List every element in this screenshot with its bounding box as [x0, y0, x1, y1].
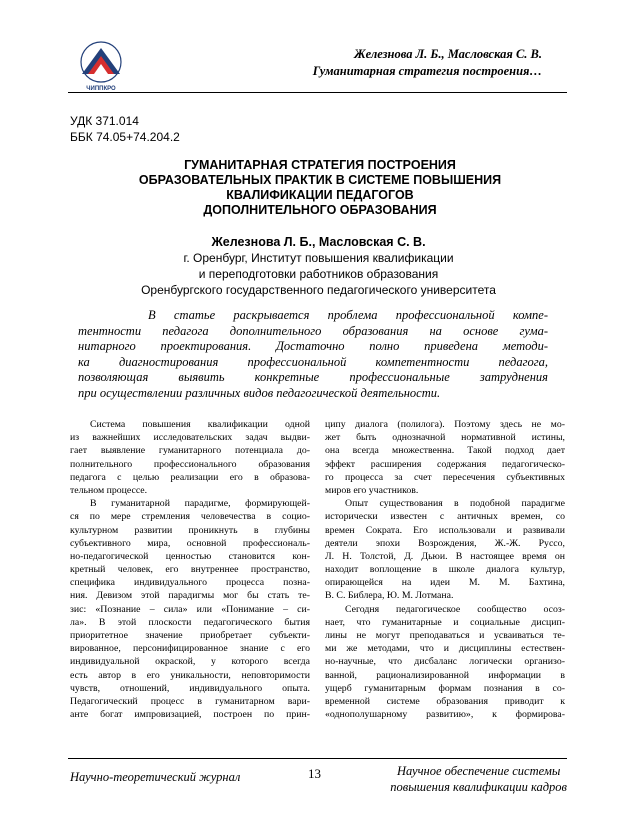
footer-journal: Научно-теоретический журнал [70, 770, 241, 784]
title-line: ДОПОЛНИТЕЛЬНОГО ОБРАЗОВАНИЯ [203, 203, 437, 217]
title-line: КВАЛИФИКАЦИИ ПЕДАГОГОВ [226, 188, 414, 202]
body-line: нает, что гуманитарные и социальные дисцип- [325, 616, 565, 628]
body-line: Опыт существования в подобной парадигме [345, 498, 565, 510]
body-line: миров его участников. [325, 484, 419, 496]
article-title [100, 158, 540, 218]
body-line: жет быть однозначной нормативной истины, [325, 432, 565, 444]
bbk-code: ББК 74.05+74.204.2 [70, 130, 180, 144]
body-line: деятели эпохи Возрождения, Ж.-Ж. Руссо, [325, 537, 565, 549]
title-line: ГУМАНИТАРНАЯ СТРАТЕГИЯ ПОСТРОЕНИЯ [184, 158, 456, 172]
left-column [70, 418, 310, 721]
affiliation-line: Оренбургского государственного педагогического университета [141, 283, 496, 297]
running-head [313, 46, 542, 80]
author-names: Железнова Л. Б., Масловская С. В. [211, 235, 426, 249]
body-line: Педагогический процесс в гуманитарном вари- [70, 695, 310, 707]
body-line: культурном развитии проникнуть в глубины [70, 524, 310, 536]
body-line: из важнейших исследовательских задач выдви- [70, 432, 310, 444]
body-line: вированное, персонифицированное знание с его [70, 643, 310, 655]
body-line: ми же методами, что и дисциплины естествен- [325, 643, 565, 655]
body-line: педагога с целью реализации его в образова- [70, 471, 310, 483]
page-number: 13 [308, 766, 321, 781]
classification-codes [70, 113, 180, 145]
right-column [325, 418, 565, 721]
body-line: ния. Девизом этой парадигмы мог бы стать те- [70, 590, 310, 602]
body-line: ущерб гуманитарным формам познания в со- [325, 682, 565, 694]
body-line: гает выявление гуманитарного потенциала до- [70, 445, 310, 457]
body-line: кретный человек, его внутреннее пространство, [70, 564, 310, 576]
body-line: опирающейся на идеи М. М. Бахтина, [325, 577, 565, 589]
footer-right-line: повышения квалификации кадров [390, 780, 567, 794]
abstract-line: ка диагностирования профессиональной компетентности педагога, [78, 354, 548, 369]
body-line: Система повышения квалификации одной [90, 419, 310, 430]
abstract-line: позволяющая выявить конкретные профессиональные затруднения [78, 370, 548, 384]
body-line: но-педагогической ценностью становится кон- [70, 550, 310, 562]
body-line: анте богат импровизацией, построен по прин- [70, 709, 310, 721]
body-line: индивидуальной окраской, у которого всегда [70, 656, 310, 668]
header-rule [68, 92, 567, 93]
body-line: временной системе образования приводит к [325, 695, 565, 707]
body-line: лины не могут преподаваться и усваиваться те- [325, 630, 565, 641]
running-head-authors: Железнова Л. Б., Масловская С. В. [354, 47, 542, 61]
abstract [78, 308, 548, 401]
affiliation-line: и переподготовки работников образования [198, 267, 439, 281]
body-line: ся по мере стремления человечества в социо- [70, 511, 310, 523]
body-line: приоритетное значение приобретает субъекти- [70, 630, 310, 641]
body-line: находит воплощение в школе диалога культур, [325, 564, 565, 576]
abstract-line: В статье раскрывается проблема профессиональной компе- [148, 308, 548, 322]
udk-code: УДК 371.014 [70, 114, 139, 128]
body-line: исторически известен с античных времен, со [325, 511, 565, 523]
abstract-line: тентности педагога дополнительного образования на основе гума- [78, 323, 548, 338]
footer-rule [68, 758, 567, 759]
authors-affiliation [70, 234, 567, 298]
body-line: эффект расширения содержания педагогическо- [325, 458, 565, 470]
body-line: Л. Н. Толстой, Д. Дьюи. В настоящее время он [325, 550, 565, 562]
body-line: Сегодня педагогическое сообщество осоз- [345, 603, 565, 615]
body-line: субъективного мира, основной профессиональ- [70, 537, 310, 549]
body-line: ванной, рационализированной информации в [325, 669, 565, 681]
body-line: она всегда множественна. Такой подход дает [325, 445, 565, 457]
body-line: ципу диалога (полилога). Поэтому здесь не мо- [325, 419, 565, 430]
footer-journal-section [390, 763, 567, 795]
logo-caption: ЧИППКРО [86, 86, 116, 92]
abstract-line: при осуществлении различных видов педагогической деятельности. [78, 385, 441, 400]
body-line: ла». В этой плоскости педагогического бытия [70, 616, 310, 628]
footer-right-line: Научное обеспечение системы [396, 764, 561, 778]
body-line: есть автор в его уникальности, неповторимости [70, 669, 310, 681]
body-line: В. С. Библера, Ю. М. Лотмана. [325, 590, 454, 602]
abstract-line: нитарного проектирования. Достаточно полно приведена методи- [78, 339, 548, 353]
body-line: тельном процессе. [70, 484, 148, 496]
body-line: зис: «Познание – сила» или «Понимание – си- [70, 603, 310, 615]
running-head-title: Гуманитарная стратегия построения… [312, 64, 542, 78]
body-line: чувств, отношений, индивидуального опыта. [70, 682, 310, 694]
body-line: «однополушарному развитию», к формирова- [325, 709, 565, 721]
body-line: В гуманитарной парадигме, формирующей- [90, 498, 310, 510]
body-line: полнительного профессионального образования [70, 458, 310, 470]
title-line: ОБРАЗОВАТЕЛЬНЫХ ПРАКТИК В СИСТЕМЕ ПОВЫШЕНИЯ [138, 173, 502, 187]
affiliation-line: г. Оренбург, Институт повышения квалификации [183, 251, 454, 265]
body-line: но-научные, что дисбаланс логически организо- [325, 656, 565, 668]
body-line: го процесса за счет пересечения субъективных [325, 471, 565, 483]
body-line: специфика индивидуального процесса позна- [70, 577, 310, 589]
body-line: времен Сократа. Его использовали и развивали [325, 524, 565, 536]
